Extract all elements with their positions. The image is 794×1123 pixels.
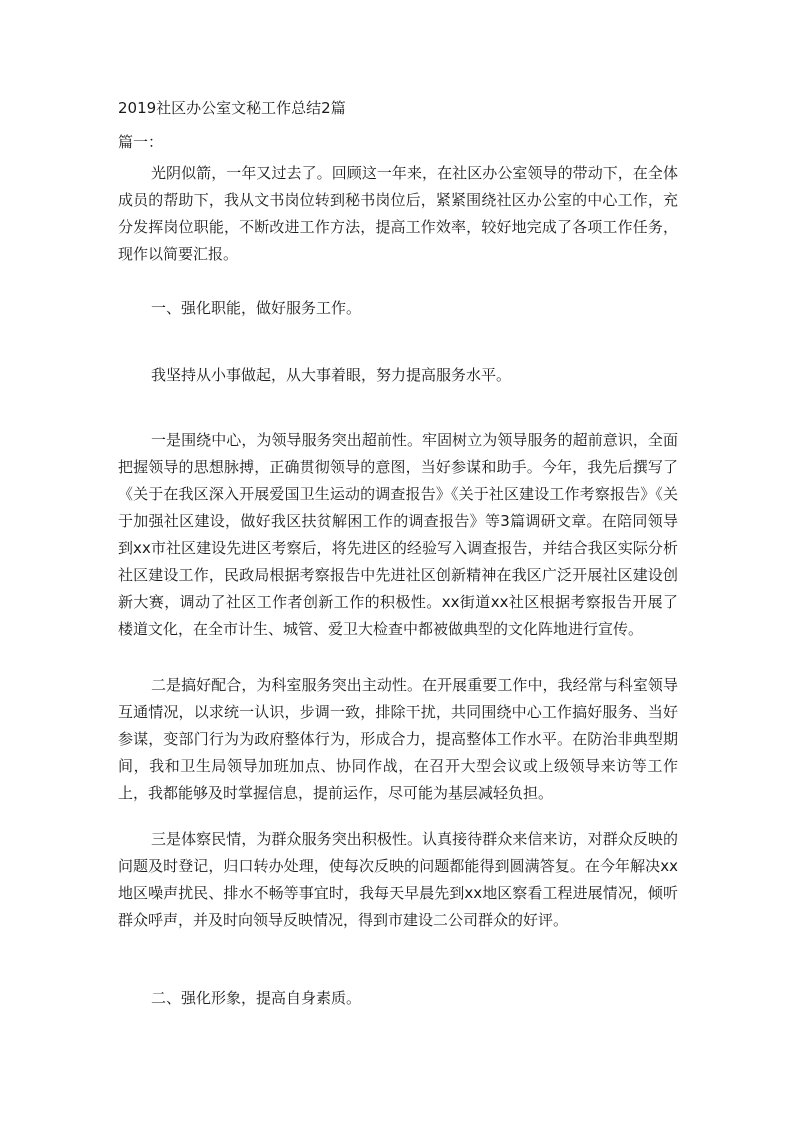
document-title: 2019社区办公室文秘工作总结2篇 <box>118 99 346 117</box>
part-label: 篇一： <box>118 133 164 151</box>
point-2-paragraph: 二是搞好配合，为科室服务突出主动性。在开展重要工作中，我经常与科室领导互通情况，以求统一认识，步调一致，排除干扰，共同围绕中心工作搞好服务、当好参谋，变部门行为为政府整体行为，形成合力，提高整体工作水平。在防治非典型期间，我和卫生局领导加班加点、协同作战，在召开大型会议或上级领导来访等工作上，我都能够及时掌握信息，提前运作，尽可能为基层减轻负担。 <box>118 676 678 802</box>
section-heading-2: 二、强化形象，提高自身素质。 <box>151 989 362 1007</box>
point-3-paragraph: 三是体察民情，为群众服务突出积极性。认真接待群众来信来访，对群众反映的问题及时登记，归口转办处理，使每次反映的问题都能得到圆满答复。在今年解决xx地区噪声扰民、排水不畅等事宜时，我每天早晨先到xx地区察看工程进展情况，倾听群众呼声，并及时向领导反映情况，得到市建设二公司群众的好评。 <box>118 830 678 929</box>
section-heading-1: 一、强化职能，做好服务工作。 <box>151 299 362 317</box>
intro-paragraph: 光阴似箭，一年又过去了。回顾这一年来，在社区办公室领导的带动下，在全体成员的帮助下，我从文书岗位转到秘书岗位后，紧紧围绕社区办公室的中心工作，充分发挥岗位职能，不断改进工作方法，提高工作效率，较好地完成了各项工作任务，现作以简要汇报。 <box>118 164 678 263</box>
point-1-paragraph: 一是围绕中心，为领导服务突出超前性。牢固树立为领导服务的超前意识，全面把握领导的思想脉搏，正确贯彻领导的意图，当好参谋和助手。今年，我先后撰写了《关于在我区深入开展爱国卫生运动的调查报告》《关于社区建设工作考察报告》《关于加强社区建设，做好我区扶贫解困工作的调查报告》等3篇调研文章。在陪同领导到xx市社区建设先进区考察后，将先进区的经验写入调查报告，并结合我区实际分析社区建设工作，民政局根据考察报告中先进社区创新精神在我区广泛开展社区建设创新大赛，调动了社区工作者创新工作的积极性。xx街道xx社区根据考察报告开展了楼道文化，在全市计生、城管、爱卫大检查中都被做典型的文化阵地进行宣传。 <box>118 431 678 638</box>
section-1-summary: 我坚持从小事做起，从大事着眼，努力提高服务水平。 <box>151 366 512 384</box>
